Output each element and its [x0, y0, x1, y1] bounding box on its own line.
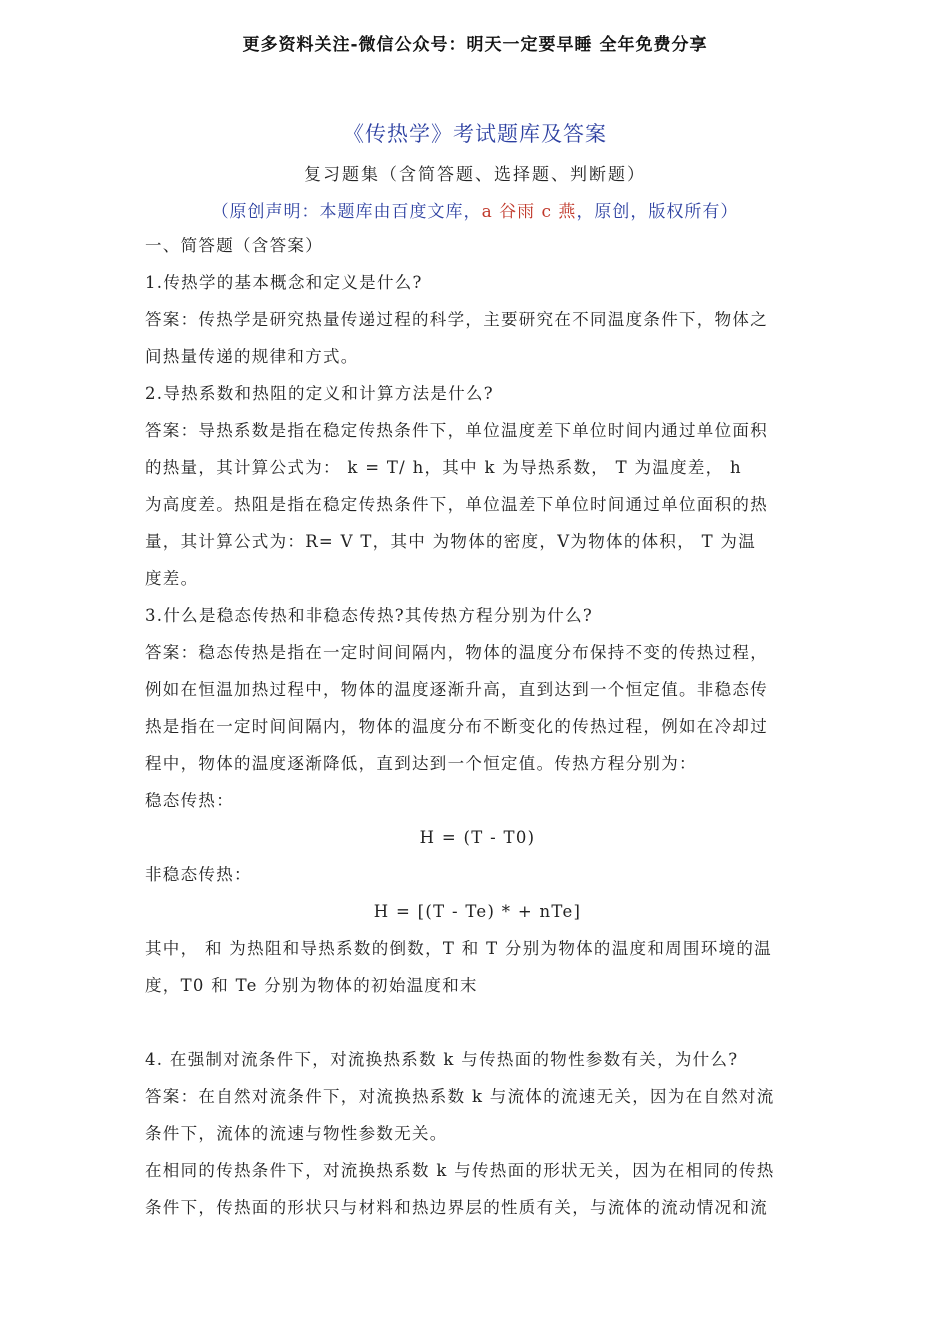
answer-4-line: 条件下，流体的流速与物性参数无关。 [145, 1124, 448, 1143]
answer-3-line: 答案：稳态传热是指在一定时间间隔内，物体的温度分布保持不变的传热过程， [145, 643, 768, 662]
answer-4-line: 答案：在自然对流条件下，对流换热系数 k 与流体的流速无关，因为在自然对流 [145, 1087, 775, 1106]
answer-1-line: 间热量传递的规律和方式。 [145, 347, 359, 366]
answer-2-line: 答案：导热系数是指在稳定传热条件下，单位温度差下单位时间内通过单位面积 [145, 421, 768, 440]
section-title: 一、简答题（含答案） [145, 236, 323, 255]
notice-text-1: （原创声明：本题库由百度文库， [211, 202, 482, 222]
document-subtitle: 复习题集（含简答题、选择题、判断题） [304, 165, 646, 185]
question-2: 2.导热系数和热阻的定义和计算方法是什么? [145, 384, 494, 403]
answer-3-line: 热是指在一定时间间隔内，物体的温度分布不断变化的传热过程，例如在冷却过 [145, 717, 768, 736]
question-4: 4. 在强制对流条件下，对流换热系数 k 与传热面的物性参数有关，为什么? [145, 1050, 739, 1069]
document-title: 《传热学》考试题库及答案 [343, 122, 607, 146]
unsteady-label: 非稳态传热： [145, 865, 252, 884]
answer-4-line: 条件下，传热面的形状只与材料和热边界层的性质有关，与流体的流动情况和流 [145, 1198, 768, 1217]
answer-2-line: 度差。 [145, 569, 199, 588]
answer-4-line: 在相同的传热条件下，对流换热系数 k 与传热面的形状无关，因为在相同的传热 [145, 1161, 775, 1180]
paragraph-gap [145, 1004, 810, 1041]
answer-3-line: 例如在恒温加热过程中，物体的温度逐渐升高，直到达到一个恒定值。非稳态传 [145, 680, 768, 699]
steady-label: 稳态传热： [145, 791, 234, 810]
answer-2-line: 的热量，其计算公式为： k = T/ h，其中 k 为导热系数， T 为温度差， h [145, 458, 742, 477]
answer-2-line: 量，其计算公式为：R= V T，其中 为物体的密度，V为物体的体积， T 为温 [145, 532, 757, 551]
unsteady-formula: H = [(T - Te) * + nTe] [373, 902, 582, 921]
answer-3-line: 程中，物体的温度逐渐降低，直到达到一个恒定值。传热方程分别为： [145, 754, 697, 773]
answer-3-note: 其中， 和 为热阻和导热系数的倒数，T 和 T 分别为物体的温度和周围环境的温 [145, 939, 772, 958]
document-body [145, 227, 810, 1226]
answer-3-note: 度，T0 和 Te 分别为物体的初始温度和末 [145, 976, 478, 995]
answer-2-line: 为高度差。热阻是指在稳定传热条件下，单位温差下单位时间通过单位面积的热 [145, 495, 768, 514]
answer-1-line: 答案：传热学是研究热量传递过程的科学，主要研究在不同温度条件下，物体之 [145, 310, 768, 329]
steady-formula: H = (T - T0) [419, 828, 536, 847]
page-header: 更多资料关注-微信公众号：明天一定要早睡 全年免费分享 [242, 35, 708, 55]
notice-author: a 谷雨 c 燕 [481, 202, 577, 222]
question-1: 1.传热学的基本概念和定义是什么? [145, 273, 423, 292]
copyright-notice [0, 197, 950, 222]
notice-text-2: ，原创，版权所有） [576, 202, 739, 222]
question-3: 3.什么是稳态传热和非稳态传热?其传热方程分别为什么? [145, 606, 594, 625]
